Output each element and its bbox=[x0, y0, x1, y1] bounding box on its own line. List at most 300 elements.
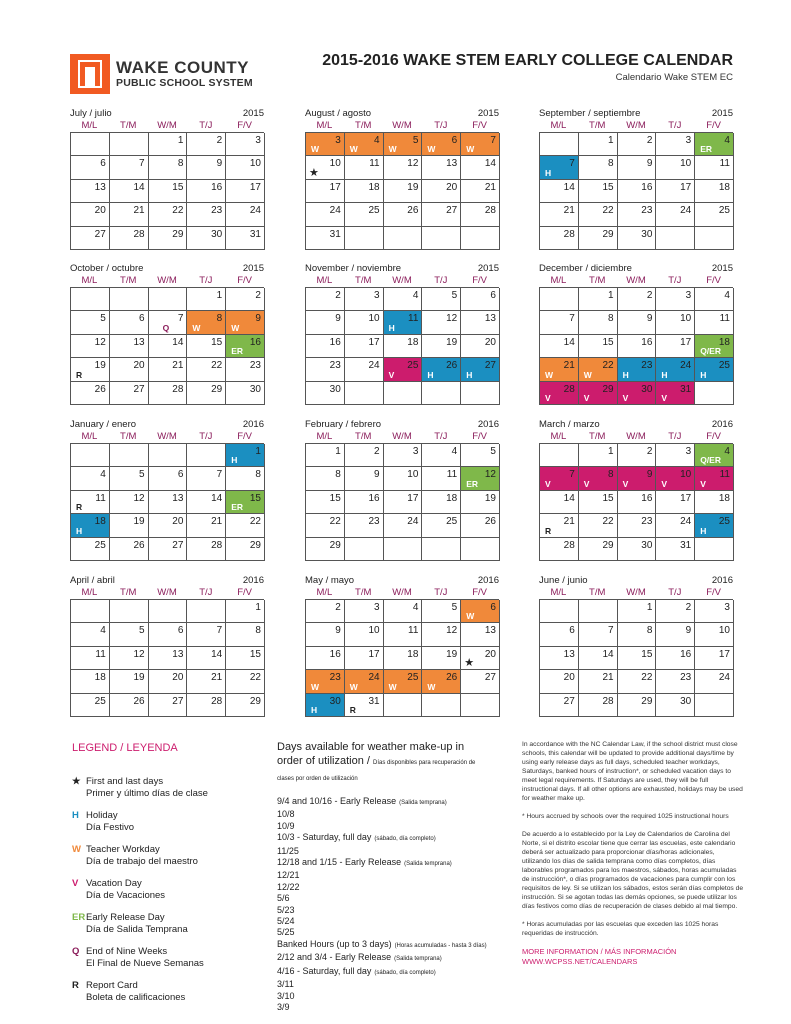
day-number: 19 bbox=[446, 648, 458, 660]
day-cell bbox=[110, 538, 149, 561]
day-cell bbox=[110, 358, 149, 381]
day-code: H bbox=[466, 369, 473, 380]
day-cell bbox=[618, 514, 657, 537]
day-cell bbox=[422, 670, 461, 693]
weekday-label: T/J bbox=[199, 120, 213, 131]
day-cell bbox=[110, 311, 149, 334]
day-number: 29 bbox=[211, 383, 223, 395]
day-cell bbox=[579, 288, 618, 311]
day-cell bbox=[540, 335, 579, 358]
day-cell bbox=[149, 538, 188, 561]
day-number: 29 bbox=[602, 228, 614, 240]
day-number: 5 bbox=[139, 469, 145, 481]
day-number: 16 bbox=[680, 648, 692, 660]
day-number: 19 bbox=[133, 516, 145, 528]
month-header bbox=[70, 263, 264, 275]
day-number: 4 bbox=[724, 290, 730, 301]
calendars-link[interactable]: WWW.WCPSS.NET/CALENDARS bbox=[522, 957, 638, 966]
day-grid bbox=[305, 132, 499, 250]
day-cell bbox=[149, 335, 188, 358]
makeup-date: Banked Hours (up to 3 days) bbox=[277, 938, 392, 949]
day-number: 28 bbox=[172, 383, 184, 395]
day-cell bbox=[579, 694, 618, 717]
day-number: 14 bbox=[602, 648, 614, 660]
makeup-note-es: (Salida temprana) bbox=[394, 956, 442, 963]
day-cell bbox=[695, 311, 734, 334]
day-cell bbox=[618, 203, 657, 226]
day-number: 1 bbox=[608, 135, 614, 146]
day-cell bbox=[384, 288, 423, 311]
day-cell bbox=[306, 444, 345, 467]
day-number: 4 bbox=[100, 469, 106, 481]
month-year: 2015 bbox=[477, 108, 499, 119]
weekday-label: T/M bbox=[120, 275, 137, 286]
day-cell bbox=[422, 358, 461, 381]
month-8 bbox=[539, 419, 733, 561]
day-cell bbox=[618, 335, 657, 358]
weekday-label: M/L bbox=[316, 275, 333, 286]
day-cell bbox=[656, 647, 695, 670]
day-number: 27 bbox=[446, 205, 458, 217]
report-card-mark: R bbox=[349, 704, 356, 715]
day-number: 10 bbox=[329, 158, 341, 170]
day-number: 27 bbox=[172, 695, 184, 707]
legend-label-en: Early Release Day bbox=[86, 912, 165, 923]
day-cell bbox=[71, 467, 110, 490]
day-cell bbox=[110, 203, 149, 226]
day-number: 2 bbox=[646, 446, 653, 457]
day-number: 25 bbox=[718, 360, 730, 372]
day-cell bbox=[187, 133, 226, 156]
weekday-row bbox=[70, 275, 264, 287]
makeup-line bbox=[277, 821, 482, 832]
day-cell bbox=[695, 623, 734, 646]
legend-label-en: Report Card bbox=[86, 980, 138, 991]
day-cell bbox=[187, 538, 226, 561]
month-name: May / mayo bbox=[305, 575, 355, 586]
day-cell bbox=[656, 444, 695, 467]
day-code: V bbox=[661, 478, 668, 489]
day-number: 30 bbox=[641, 539, 653, 551]
day-code: H bbox=[622, 369, 629, 380]
makeup-date: 12/18 and 1/15 - Early Release bbox=[277, 857, 402, 868]
day-number: 2 bbox=[335, 602, 341, 613]
day-cell bbox=[618, 600, 657, 623]
day-cell bbox=[540, 444, 579, 467]
weekday-label: F/V bbox=[706, 275, 721, 286]
day-number: 31 bbox=[368, 695, 380, 707]
weekday-row bbox=[539, 275, 733, 287]
day-cell bbox=[226, 467, 265, 490]
makeup-line bbox=[277, 938, 487, 952]
day-cell bbox=[226, 311, 265, 334]
day-cell bbox=[226, 382, 265, 405]
weekday-row bbox=[305, 120, 499, 132]
day-number: 13 bbox=[133, 336, 145, 348]
weekday-row bbox=[70, 120, 264, 132]
month-header bbox=[305, 419, 499, 431]
weekday-label: F/V bbox=[237, 587, 252, 598]
day-cell bbox=[71, 156, 110, 179]
makeup-line bbox=[277, 927, 482, 938]
day-cell bbox=[461, 180, 500, 203]
weekday-row bbox=[305, 587, 499, 599]
legend-symbol: W bbox=[72, 844, 81, 855]
day-number: 15 bbox=[211, 336, 223, 348]
makeup-line bbox=[277, 796, 482, 809]
day-grid bbox=[539, 287, 733, 405]
legend-symbol: R bbox=[72, 980, 79, 991]
day-cell bbox=[71, 491, 110, 514]
day-cell bbox=[71, 647, 110, 670]
day-number: 10 bbox=[368, 625, 380, 637]
day-cell bbox=[345, 358, 384, 381]
day-cell bbox=[579, 623, 618, 646]
day-number: 13 bbox=[484, 625, 496, 637]
day-cell bbox=[540, 358, 579, 381]
day-cell bbox=[71, 623, 110, 646]
weekday-label: F/V bbox=[237, 431, 252, 442]
day-cell bbox=[422, 311, 461, 334]
day-number: 11 bbox=[719, 469, 730, 481]
day-cell bbox=[110, 133, 149, 156]
day-cell bbox=[422, 444, 461, 467]
month-name: August / agosto bbox=[305, 108, 372, 119]
day-number: 30 bbox=[329, 383, 341, 395]
weekday-label: W/M bbox=[626, 431, 646, 442]
day-number: 19 bbox=[94, 360, 106, 372]
month-7 bbox=[305, 419, 499, 561]
day-cell bbox=[149, 514, 188, 537]
day-number: 3 bbox=[335, 135, 341, 146]
day-cell bbox=[226, 358, 265, 381]
day-cell bbox=[461, 203, 500, 226]
day-cell bbox=[656, 156, 695, 179]
day-number: 27 bbox=[94, 228, 106, 240]
makeup-date: 10/3 - Saturday, full day bbox=[277, 832, 372, 843]
legend-label-en: Teacher Workday bbox=[86, 844, 160, 855]
day-cell bbox=[226, 491, 265, 514]
day-code: W bbox=[427, 681, 436, 692]
day-cell bbox=[656, 538, 695, 561]
day-cell bbox=[226, 600, 265, 623]
day-number: 14 bbox=[563, 181, 575, 193]
day-cell bbox=[656, 623, 695, 646]
day-number: 13 bbox=[446, 158, 458, 170]
day-number: 2 bbox=[255, 290, 261, 301]
weekday-label: M/L bbox=[316, 587, 333, 598]
day-number: 16 bbox=[329, 648, 341, 660]
day-number: 14 bbox=[172, 336, 184, 348]
day-number: 12 bbox=[94, 336, 106, 348]
day-cell bbox=[618, 227, 657, 250]
day-number: 26 bbox=[407, 205, 419, 217]
day-number: 18 bbox=[407, 336, 419, 348]
legend-item bbox=[72, 776, 272, 800]
month-5 bbox=[539, 263, 733, 405]
weekday-label: M/L bbox=[316, 120, 333, 131]
day-code: W bbox=[583, 369, 592, 380]
weekday-label: T/M bbox=[120, 431, 137, 442]
day-number: 24 bbox=[249, 205, 261, 217]
day-grid bbox=[70, 132, 264, 250]
day-number: 11 bbox=[719, 313, 730, 325]
day-number: 29 bbox=[602, 539, 614, 551]
note-es-hours: * Horas acumuladas por las escuelas que exceden las 1025 horas requeridas de instrucción. bbox=[522, 921, 719, 937]
makeup-line bbox=[277, 952, 482, 965]
day-code: V bbox=[583, 392, 590, 403]
weekday-label: F/V bbox=[472, 587, 487, 598]
month-header bbox=[70, 108, 264, 120]
day-number: 6 bbox=[177, 469, 184, 481]
day-cell bbox=[579, 538, 618, 561]
makeup-line bbox=[277, 857, 482, 870]
day-number: 19 bbox=[133, 672, 145, 684]
weekday-row bbox=[539, 587, 733, 599]
day-number: 24 bbox=[680, 360, 692, 372]
day-cell bbox=[461, 647, 500, 670]
day-cell bbox=[695, 538, 734, 561]
weekday-label: T/M bbox=[120, 587, 137, 598]
day-number: 29 bbox=[641, 695, 653, 707]
makeup-note-es: (Horas acumuladas - hasta 3 días) bbox=[394, 942, 487, 949]
day-cell bbox=[149, 467, 188, 490]
day-number: 15 bbox=[249, 648, 261, 660]
day-cell bbox=[71, 514, 110, 537]
weekday-row bbox=[305, 431, 499, 443]
day-cell bbox=[187, 647, 226, 670]
day-cell bbox=[540, 467, 579, 490]
month-year: 2016 bbox=[711, 419, 733, 430]
day-code: W bbox=[427, 144, 436, 155]
month-10 bbox=[305, 575, 499, 717]
legend-label-es: Día de Salida Temprana bbox=[86, 924, 188, 935]
day-cell bbox=[422, 382, 461, 405]
month-year: 2015 bbox=[242, 108, 264, 119]
day-number: 1 bbox=[608, 446, 614, 457]
report-card-mark: R bbox=[76, 502, 83, 513]
day-cell bbox=[422, 623, 461, 646]
day-number: 17 bbox=[680, 336, 692, 348]
legend-title: LEGEND / LEYENDA bbox=[72, 742, 178, 754]
day-number: 23 bbox=[368, 516, 380, 528]
makeup-date: 10/9 bbox=[277, 820, 295, 831]
weekday-label: W/M bbox=[392, 431, 412, 442]
day-number: 4 bbox=[451, 446, 458, 457]
day-number: 13 bbox=[484, 313, 496, 325]
day-number: 9 bbox=[374, 469, 380, 481]
day-cell bbox=[461, 670, 500, 693]
day-cell bbox=[579, 600, 618, 623]
day-cell bbox=[540, 600, 579, 623]
day-cell bbox=[149, 227, 188, 250]
day-cell bbox=[422, 600, 461, 623]
weekday-row bbox=[539, 431, 733, 443]
page-title: 2015-2016 WAKE STEM EARLY COLLEGE CALENDAR bbox=[322, 52, 733, 69]
weekday-label: T/J bbox=[434, 120, 448, 131]
day-number: 2 bbox=[685, 602, 692, 613]
day-code: H bbox=[700, 369, 707, 380]
day-number: 22 bbox=[211, 360, 223, 372]
legend-item bbox=[72, 844, 272, 868]
day-cell bbox=[656, 180, 695, 203]
weekday-label: T/J bbox=[668, 275, 682, 286]
month-year: 2016 bbox=[711, 575, 733, 586]
day-cell bbox=[71, 444, 110, 467]
day-cell bbox=[461, 514, 500, 537]
day-number: 28 bbox=[211, 539, 223, 551]
day-cell bbox=[71, 538, 110, 561]
day-number: 5 bbox=[451, 290, 458, 301]
day-cell bbox=[384, 670, 423, 693]
day-cell bbox=[306, 203, 345, 226]
day-cell bbox=[226, 133, 265, 156]
day-cell bbox=[695, 467, 734, 490]
day-code: ER bbox=[700, 144, 712, 155]
day-number: 18 bbox=[446, 492, 458, 504]
legend-item bbox=[72, 980, 272, 1004]
day-cell bbox=[306, 227, 345, 250]
day-cell bbox=[187, 600, 226, 623]
month-name: November / noviembre bbox=[305, 263, 402, 274]
makeup-note-es: (sábado, día completo) bbox=[374, 969, 436, 976]
day-cell bbox=[422, 514, 461, 537]
day-cell bbox=[618, 180, 657, 203]
day-cell bbox=[384, 382, 423, 405]
day-cell bbox=[110, 335, 149, 358]
day-number: 18 bbox=[368, 181, 380, 193]
day-cell bbox=[345, 694, 384, 717]
day-cell bbox=[618, 311, 657, 334]
weekday-row bbox=[70, 587, 264, 599]
day-number: 13 bbox=[94, 181, 106, 193]
weekday-label: M/L bbox=[316, 431, 333, 442]
weekday-label: T/J bbox=[434, 587, 448, 598]
day-number: 14 bbox=[133, 181, 145, 193]
makeup-date: 12/22 bbox=[277, 881, 300, 892]
month-year: 2016 bbox=[242, 419, 264, 430]
day-number: 4 bbox=[724, 135, 730, 146]
day-cell bbox=[110, 647, 149, 670]
day-cell bbox=[149, 382, 188, 405]
day-number: 24 bbox=[718, 672, 730, 684]
day-number: 30 bbox=[211, 228, 223, 240]
makeup-date: 3/11 bbox=[277, 979, 294, 990]
day-cell bbox=[110, 623, 149, 646]
weekday-label: M/L bbox=[81, 275, 98, 286]
day-cell bbox=[540, 694, 579, 717]
day-cell bbox=[618, 358, 657, 381]
weekday-label: M/L bbox=[550, 275, 567, 286]
day-cell bbox=[422, 694, 461, 717]
day-cell bbox=[345, 647, 384, 670]
legend-symbol: ★ bbox=[72, 776, 81, 787]
day-number: 16 bbox=[641, 336, 653, 348]
day-number: 17 bbox=[718, 648, 730, 660]
day-cell bbox=[618, 538, 657, 561]
day-number: 17 bbox=[329, 181, 341, 193]
legend-label-es: Primer y último días de clase bbox=[86, 788, 208, 799]
day-number: 26 bbox=[446, 360, 458, 372]
day-code: ER bbox=[231, 346, 243, 357]
day-number: 19 bbox=[484, 492, 496, 504]
day-cell bbox=[149, 694, 188, 717]
day-cell bbox=[422, 133, 461, 156]
weekday-label: T/J bbox=[199, 431, 213, 442]
day-cell bbox=[226, 694, 265, 717]
day-cell bbox=[306, 491, 345, 514]
day-number: 15 bbox=[602, 492, 614, 504]
day-cell bbox=[306, 538, 345, 561]
day-code: H bbox=[388, 322, 395, 333]
day-cell bbox=[345, 288, 384, 311]
day-cell bbox=[187, 694, 226, 717]
day-cell bbox=[149, 647, 188, 670]
weekday-label: W/M bbox=[157, 587, 177, 598]
makeup-date: 2/12 and 3/4 - Early Release bbox=[277, 952, 392, 963]
day-code: W bbox=[545, 369, 554, 380]
legend-item bbox=[72, 810, 272, 834]
day-cell bbox=[618, 491, 657, 514]
day-number: 5 bbox=[451, 602, 458, 613]
day-number: 21 bbox=[172, 360, 184, 372]
page-subtitle: Calendario Wake STEM EC bbox=[615, 72, 733, 83]
makeup-date: 5/23 bbox=[277, 904, 295, 915]
day-cell bbox=[656, 288, 695, 311]
day-cell bbox=[306, 156, 345, 179]
day-cell bbox=[579, 491, 618, 514]
day-cell bbox=[384, 180, 423, 203]
day-cell bbox=[540, 133, 579, 156]
day-number: 31 bbox=[680, 383, 692, 395]
weekday-label: M/L bbox=[550, 587, 567, 598]
day-cell bbox=[384, 311, 423, 334]
day-number: 18 bbox=[718, 336, 730, 348]
makeup-line bbox=[277, 870, 482, 881]
month-year: 2015 bbox=[477, 263, 499, 274]
day-number: 6 bbox=[100, 158, 106, 170]
day-code: W bbox=[388, 144, 397, 155]
more-info-label: MORE INFORMATION / MÁS INFORMACIÓN bbox=[522, 947, 677, 956]
day-code: Q/ER bbox=[700, 455, 721, 466]
day-number: 29 bbox=[329, 539, 341, 551]
day-number: 7 bbox=[490, 135, 496, 146]
day-number: 29 bbox=[602, 383, 614, 395]
day-cell bbox=[384, 133, 423, 156]
day-cell bbox=[540, 156, 579, 179]
month-name: February / febrero bbox=[305, 419, 382, 430]
day-number: 17 bbox=[680, 492, 692, 504]
day-cell bbox=[226, 335, 265, 358]
month-2 bbox=[539, 108, 733, 250]
day-number: 5 bbox=[139, 625, 145, 637]
month-header bbox=[539, 419, 733, 431]
day-cell bbox=[656, 694, 695, 717]
weekday-label: W/M bbox=[626, 120, 646, 131]
district-logo bbox=[70, 54, 253, 94]
month-year: 2015 bbox=[711, 263, 733, 274]
day-cell bbox=[187, 288, 226, 311]
day-cell bbox=[149, 670, 188, 693]
day-cell bbox=[656, 335, 695, 358]
day-number: 17 bbox=[407, 492, 419, 504]
day-cell bbox=[695, 133, 734, 156]
day-cell bbox=[695, 335, 734, 358]
weekday-label: W/M bbox=[157, 120, 177, 131]
day-cell bbox=[149, 600, 188, 623]
day-number: 13 bbox=[172, 648, 184, 660]
day-number: 17 bbox=[368, 336, 380, 348]
